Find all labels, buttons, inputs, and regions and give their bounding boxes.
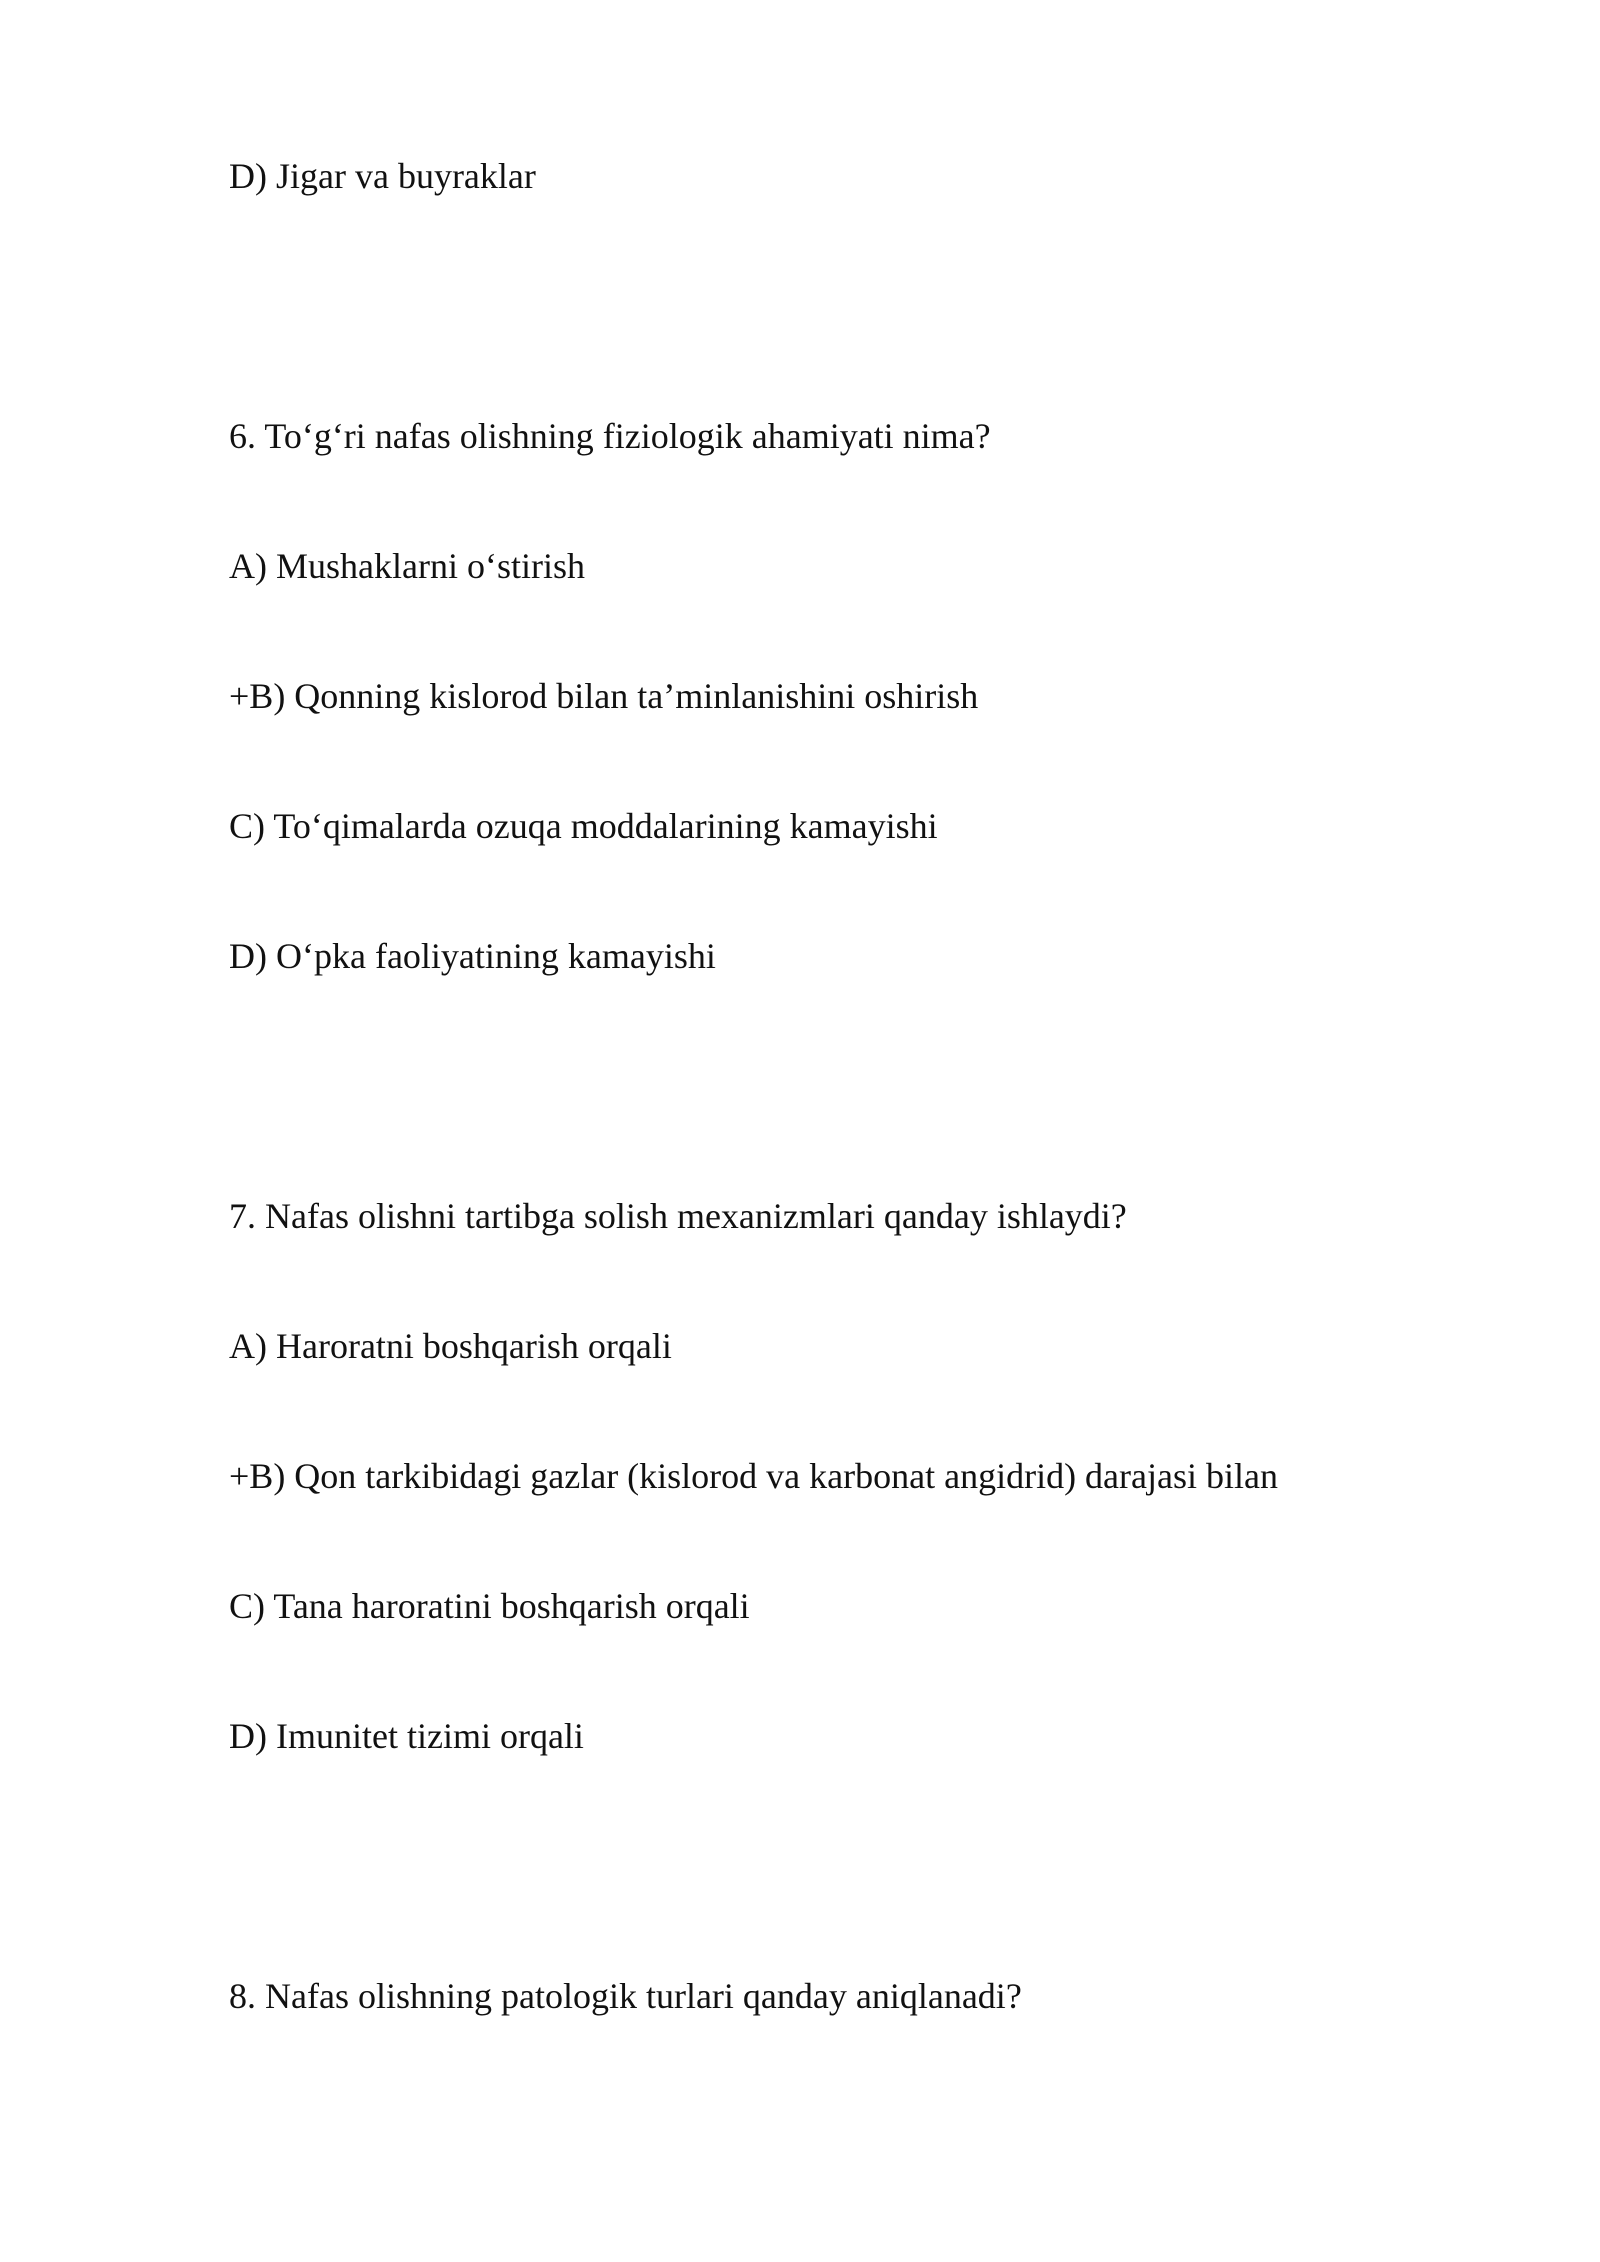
q6-option-a: A) Mushaklarni o‘stirish: [229, 546, 585, 586]
q7-option-d: D) Imunitet tizimi orqali: [229, 1716, 584, 1756]
q6-question: 6. To‘g‘ri nafas olishning fiziologik ahamiyati nima?: [229, 416, 991, 456]
q7-question: 7. Nafas olishni tartibga solish mexanizmlari qanday ishlaydi?: [229, 1196, 1127, 1236]
q8-question: 8. Nafas olishning patologik turlari qanday aniqlanadi?: [229, 1976, 1022, 2016]
q6-option-c: C) To‘qimalarda ozuqa moddalarining kamayishi: [229, 806, 938, 846]
q7-option-a: A) Haroratni boshqarish orqali: [229, 1326, 672, 1366]
q7-option-b: +B) Qon tarkibidagi gazlar (kislorod va karbonat angidrid) darajasi bilan: [229, 1456, 1278, 1496]
q6-option-d: D) O‘pka faoliyatining kamayishi: [229, 936, 716, 976]
q7-option-c: C) Tana haroratini boshqarish orqali: [229, 1586, 750, 1626]
q5-option-d: D) Jigar va buyraklar: [229, 156, 536, 196]
q6-option-b: +B) Qonning kislorod bilan ta’minlanishini oshirish: [229, 676, 979, 716]
